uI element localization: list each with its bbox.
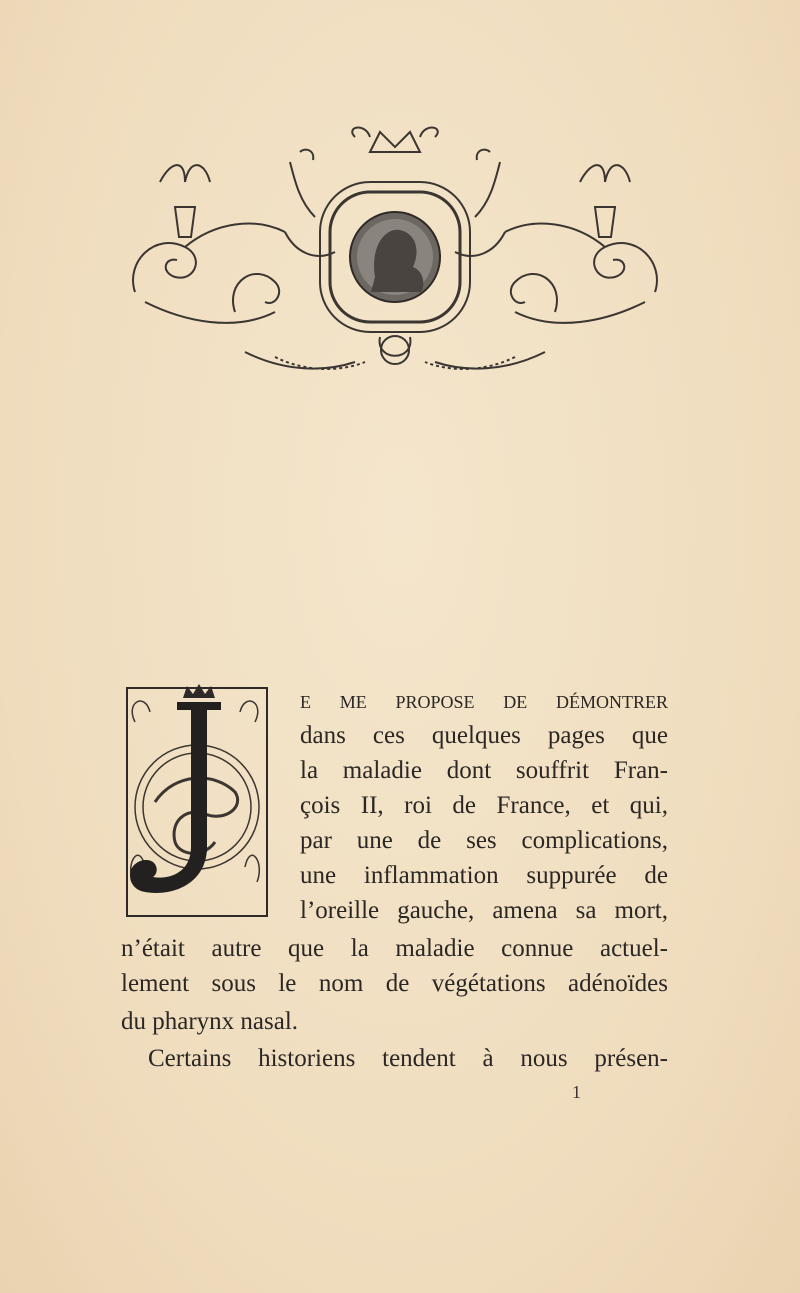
text-line-1-rest: e me propose de démontrer xyxy=(300,687,668,714)
text-line-4: çois II, roi de France, et qui, xyxy=(300,792,668,819)
text-line-2: dans ces quelques pages que xyxy=(300,722,668,749)
text-line-6: une inflammation suppurée de xyxy=(300,862,668,889)
text-line-7: l’oreille gauche, amena sa mort, xyxy=(300,897,668,924)
headpiece-ornament xyxy=(125,122,665,392)
paragraph-2-line-1: Certains historiens tendent à nous présen- xyxy=(148,1045,668,1072)
page-number: 1 xyxy=(572,1082,581,1102)
text-line-10: du pharynx nasal. xyxy=(121,1008,299,1035)
initial-letter-J-ornament xyxy=(115,682,275,922)
text-line-8: n’était autre que la maladie connue actuel- xyxy=(121,935,668,962)
text-line-5: par une de ses complications, xyxy=(300,827,668,854)
text-line-1 xyxy=(300,684,668,718)
text-line-3: la maladie dont souffrit Fran- xyxy=(300,757,668,784)
text-line-9: lement sous le nom de végétations adénoïdes xyxy=(121,970,668,997)
